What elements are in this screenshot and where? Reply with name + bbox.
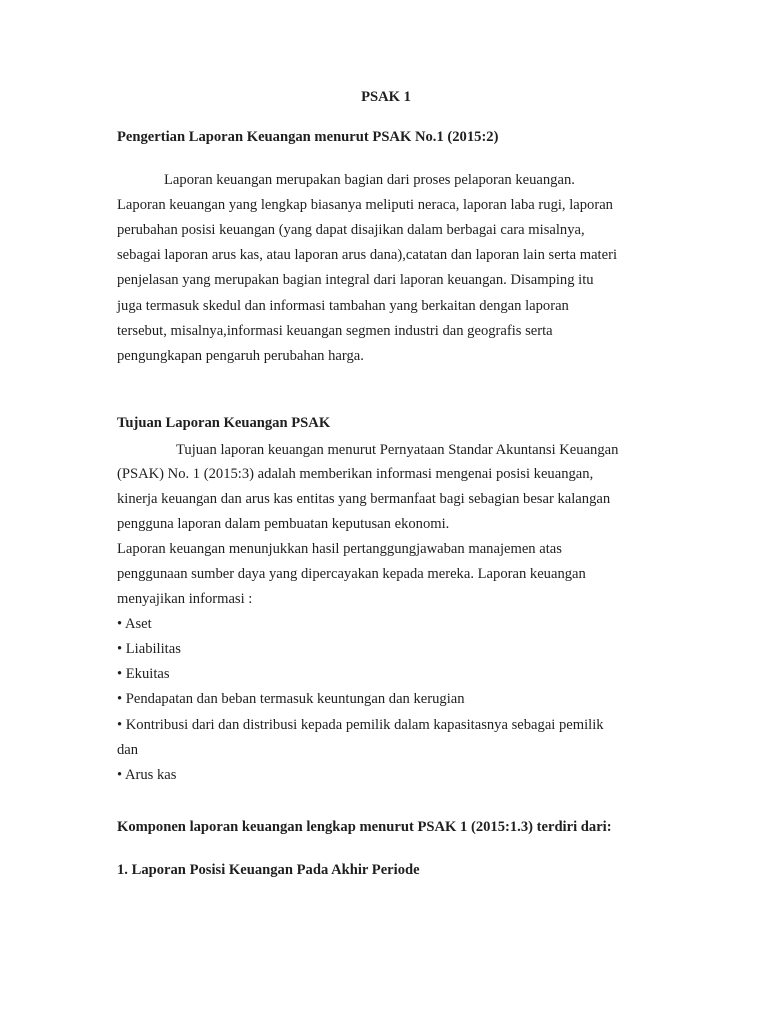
paragraph-line: tersebut, misalnya,informasi keuangan segmen industri dan geografis serta [117,323,553,339]
list-item-kontribusi-continued: dan [117,742,139,758]
section-heading-komponen: Komponen laporan keuangan lengkap menurut PSAK 1 (2015:1.3) terdiri dari: [117,819,612,835]
paragraph-line: sebagai laporan arus kas, atau laporan arus dana),catatan dan laporan lain serta materi [117,247,618,263]
paragraph-line: Tujuan laporan keuangan menurut Pernyataan Standar Akuntansi Keuangan [176,442,619,458]
paragraph-line: juga termasuk skedul dan informasi tambahan yang berkaitan dengan laporan [117,298,569,314]
paragraph-line: penjelasan yang merupakan bagian integral dari laporan keuangan. Disamping itu [117,272,594,288]
section-heading-tujuan: Tujuan Laporan Keuangan PSAK [117,415,331,431]
paragraph-line: Laporan keuangan merupakan bagian dari proses pelaporan keuangan. [164,172,575,188]
list-item-ekuitas: • Ekuitas [117,666,170,682]
paragraph-line: (PSAK) No. 1 (2015:3) adalah memberikan informasi mengenai posisi keuangan, [117,466,594,482]
document-title: PSAK 1 [361,89,411,105]
list-item-liabilitas: • Liabilitas [117,641,181,657]
paragraph-line: menyajikan informasi : [117,591,253,607]
paragraph-line: Laporan keuangan menunjukkan hasil pertanggungjawaban manajemen atas [117,541,562,557]
paragraph-line: pengguna laporan dalam pembuatan keputusan ekonomi. [117,516,450,532]
paragraph-line: Laporan keuangan yang lengkap biasanya meliputi neraca, laporan laba rugi, laporan [117,197,613,213]
paragraph-line: pengungkapan pengaruh perubahan harga. [117,348,364,364]
paragraph-line: perubahan posisi keuangan (yang dapat disajikan dalam berbagai cara misalnya, [117,222,585,238]
section-heading-pengertian: Pengertian Laporan Keuangan menurut PSAK No.1 (2015:2) [117,129,499,145]
list-item-kontribusi: • Kontribusi dari dan distribusi kepada pemilik dalam kapasitasnya sebagai pemilik [117,717,604,733]
list-item-arus-kas: • Arus kas [117,767,177,783]
paragraph-line: penggunaan sumber daya yang dipercayakan kepada mereka. Laporan keuangan [117,566,586,582]
paragraph-line: kinerja keuangan dan arus kas entitas yang bermanfaat bagi sebagian besar kalangan [117,491,611,507]
numbered-subheading: 1. Laporan Posisi Keuangan Pada Akhir Periode [117,862,420,878]
list-item-aset: • Aset [117,616,152,632]
list-item-pendapatan: • Pendapatan dan beban termasuk keuntungan dan kerugian [117,691,465,707]
